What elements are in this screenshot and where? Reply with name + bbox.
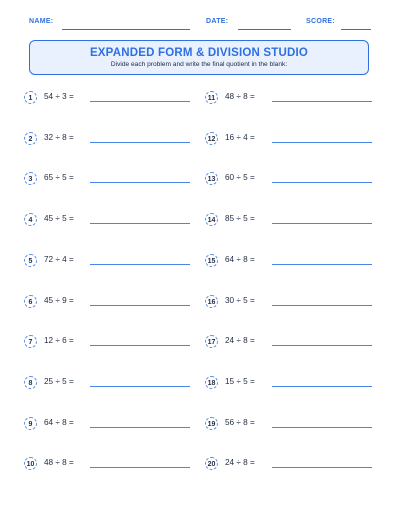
problem-row (205, 213, 380, 229)
name-field[interactable] (62, 29, 190, 30)
problem-row (205, 295, 380, 311)
problem-number: 6 (24, 295, 37, 308)
problem-row (24, 376, 199, 392)
answer-blank[interactable] (272, 467, 372, 468)
problem-text: 65 ÷ 5 = (44, 173, 74, 182)
problem-text: 12 ÷ 6 = (44, 336, 74, 345)
answer-blank[interactable] (272, 264, 372, 265)
problem-number: 9 (24, 417, 37, 430)
answer-blank[interactable] (90, 101, 190, 102)
answer-blank[interactable] (272, 345, 372, 346)
problem-text: 72 ÷ 4 = (44, 255, 74, 264)
problem-number: 14 (205, 213, 218, 226)
problem-number: 11 (205, 91, 218, 104)
problem-text: 32 ÷ 8 = (44, 133, 74, 142)
score-field[interactable] (341, 29, 371, 30)
problem-number: 5 (24, 254, 37, 267)
problem-row (205, 376, 380, 392)
problem-number: 3 (24, 172, 37, 185)
score-label: SCORE: (306, 18, 336, 25)
problem-row (205, 91, 380, 107)
problem-row (205, 172, 380, 188)
answer-blank[interactable] (90, 386, 190, 387)
answer-blank[interactable] (90, 142, 190, 143)
problem-row (24, 213, 199, 229)
problem-row (24, 91, 199, 107)
problem-number: 10 (24, 457, 37, 470)
problem-row (24, 335, 199, 351)
date-field[interactable] (238, 29, 291, 30)
problem-number: 19 (205, 417, 218, 430)
answer-blank[interactable] (90, 223, 190, 224)
problem-row (24, 172, 199, 188)
answer-blank[interactable] (90, 467, 190, 468)
problem-row (205, 132, 380, 148)
answer-blank[interactable] (272, 386, 372, 387)
answer-blank[interactable] (90, 264, 190, 265)
problem-number: 12 (205, 132, 218, 145)
problem-number: 20 (205, 457, 218, 470)
problem-number: 16 (205, 295, 218, 308)
problem-row (24, 254, 199, 270)
problem-row (205, 457, 380, 473)
problem-row (205, 335, 380, 351)
problem-text: 25 ÷ 5 = (44, 377, 74, 386)
answer-blank[interactable] (272, 182, 372, 183)
problem-row (205, 254, 380, 270)
problem-text: 16 ÷ 4 = (225, 133, 255, 142)
problem-number: 4 (24, 213, 37, 226)
answer-blank[interactable] (272, 305, 372, 306)
worksheet-title: EXPANDED FORM & DIVISION STUDIO (89, 47, 309, 59)
problem-text: 56 ÷ 8 = (225, 418, 255, 427)
problem-number: 1 (24, 91, 37, 104)
problem-number: 7 (24, 335, 37, 348)
problem-text: 45 ÷ 5 = (44, 214, 74, 223)
problem-text: 54 ÷ 3 = (44, 92, 74, 101)
problem-number: 8 (24, 376, 37, 389)
answer-blank[interactable] (272, 142, 372, 143)
name-label: NAME: (29, 18, 54, 25)
problem-text: 60 ÷ 5 = (225, 173, 255, 182)
answer-blank[interactable] (272, 427, 372, 428)
problem-text: 85 ÷ 5 = (225, 214, 255, 223)
answer-blank[interactable] (90, 182, 190, 183)
problem-text: 15 ÷ 5 = (225, 377, 255, 386)
problem-number: 18 (205, 376, 218, 389)
problem-number: 15 (205, 254, 218, 267)
problem-text: 30 ÷ 5 = (225, 296, 255, 305)
problem-text: 48 ÷ 8 = (225, 92, 255, 101)
title-banner (29, 40, 369, 75)
date-label: DATE: (206, 18, 229, 25)
problem-row (24, 295, 199, 311)
answer-blank[interactable] (272, 223, 372, 224)
problem-row (205, 417, 380, 433)
instructions: Divide each problem and write the final quotient in the blank: (110, 61, 288, 68)
problem-text: 48 ÷ 8 = (44, 458, 74, 467)
answer-blank[interactable] (90, 305, 190, 306)
answer-blank[interactable] (90, 427, 190, 428)
problem-text: 24 ÷ 8 = (225, 336, 255, 345)
problem-text: 45 ÷ 9 = (44, 296, 74, 305)
problem-number: 2 (24, 132, 37, 145)
problem-row (24, 457, 199, 473)
problem-number: 13 (205, 172, 218, 185)
problem-row (24, 132, 199, 148)
problem-text: 64 ÷ 8 = (225, 255, 255, 264)
answer-blank[interactable] (90, 345, 190, 346)
answer-blank[interactable] (272, 101, 372, 102)
problem-text: 24 ÷ 8 = (225, 458, 255, 467)
problem-text: 64 ÷ 8 = (44, 418, 74, 427)
problem-number: 17 (205, 335, 218, 348)
problem-row (24, 417, 199, 433)
